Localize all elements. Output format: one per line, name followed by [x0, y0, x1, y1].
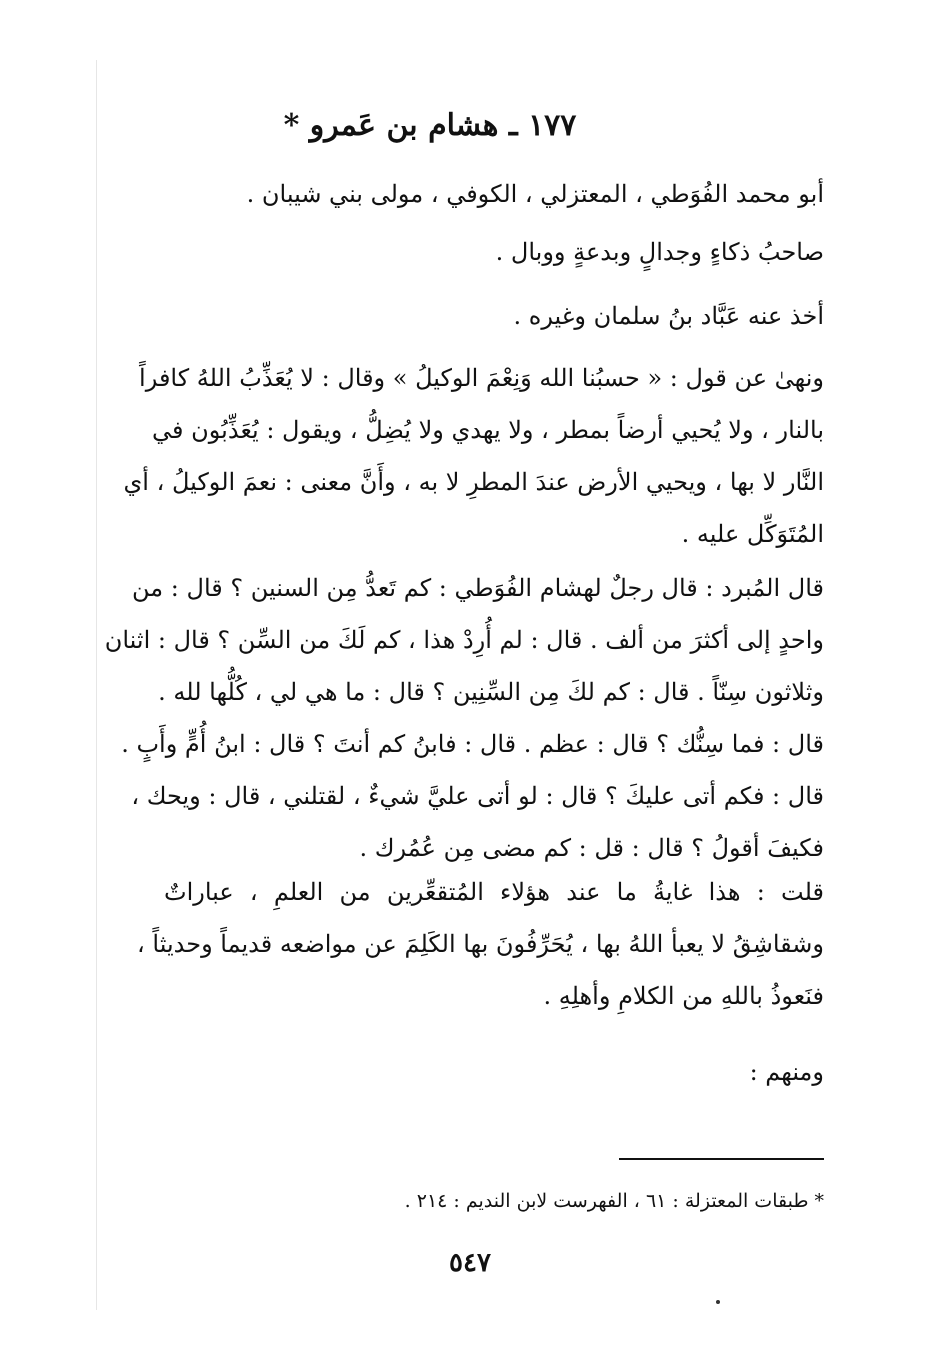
text-line: ومنهم :: [749, 1058, 824, 1086]
text-line: قال : فما سِنُّك ؟ قال : عظم . قال : فابنُ كم أنتَ ؟ قال : ابنُ أُمٍّ وأَبٍ .: [121, 730, 824, 758]
text-line: ونهىٰ عن قول : « حسبُنا الله وَنِعْمَ الوكيلُ » وقال : لا يُعَذِّبُ اللهُ كافراً: [139, 364, 824, 392]
paragraph-beliefs: [123, 352, 824, 560]
text-line: واحدٍ إلى أكثرَ من ألف . قال : لم أُرِدْ هذا ، كم لَكَ من السِّن ؟ قال : اثنان: [104, 626, 824, 654]
text-line: أخذ عنه عَبَّاد بنُ سلمان وغيره .: [513, 302, 824, 330]
text-line: وشقاشِقُ لا يعبأ اللهُ بها ، يُحَرِّفُونَ بها الكَلِمَ عن مواضعه قديماً وحديثاً ،: [137, 930, 824, 958]
page-edge-shadow: [96, 60, 97, 1310]
paragraph-author-comment: [137, 866, 824, 1022]
paragraph-students: [164, 290, 824, 342]
text-line: صاحبُ ذكاءٍ وجدالٍ وبدعةٍ ووبال .: [495, 238, 824, 266]
text-line: فكيفَ أقولُ ؟ قال : قل : كم مضى مِن عُمُرك .: [359, 834, 824, 862]
footnote: * طبقات المعتزلة : ٦١ ، الفهرست لابن النديم : ٢١٤ .: [404, 1190, 824, 1212]
entry-title: ١٧٧ ـ هشام بن عَمرو *: [283, 108, 577, 143]
text-line: قال المُبرد : قال رجلٌ لهشام الفُوَطي : كم تَعدُّ مِن السنين ؟ قال : من: [132, 574, 824, 602]
text-line: وثلاثون سِنّاً . قال : كم لكَ مِن السِّنِين ؟ قال : ما هي لي ، كُلُّها لله .: [158, 678, 824, 706]
page-number: ٥٤٧: [449, 1248, 491, 1278]
footnote-divider: [619, 1158, 824, 1160]
text-line: المُتَوَكِّل عليه .: [681, 520, 824, 548]
paragraph-kunya: [164, 168, 824, 220]
text-line: أبو محمد الفُوَطي ، المعتزلي ، الكوفي ، مولى بني شيبان .: [246, 180, 824, 208]
text-line: النَّار لا بها ، ويحيي الأرض عندَ المطرِ لا به ، وأَنَّ معنى : نعمَ الوكيلُ ، أي: [123, 468, 824, 496]
paragraph-transition: [164, 1046, 824, 1098]
paragraph-mubarrad-anecdote: [104, 562, 824, 874]
text-line: فنَعوذُ باللهِ من الكلامِ وأهلِهِ .: [543, 982, 824, 1010]
scan-speck: [716, 1300, 720, 1304]
paragraph-description: [164, 226, 824, 278]
text-line: بالنار ، ولا يُحيي أرضاً بمطر ، ولا يهدي ولا يُضِلُّ ، ويقول : يُعَذِّبُون في: [152, 416, 824, 444]
text-line: قلت : هذا غايةُ ما عند هؤلاء المُتقعِّرين من العلمِ ، عباراتٌ: [164, 878, 824, 906]
text-line: قال : فكم أتى عليكَ ؟ قال : لو أتى عليَّ شيءٌ ، لقتلني ، قال : ويحك ،: [131, 782, 824, 810]
